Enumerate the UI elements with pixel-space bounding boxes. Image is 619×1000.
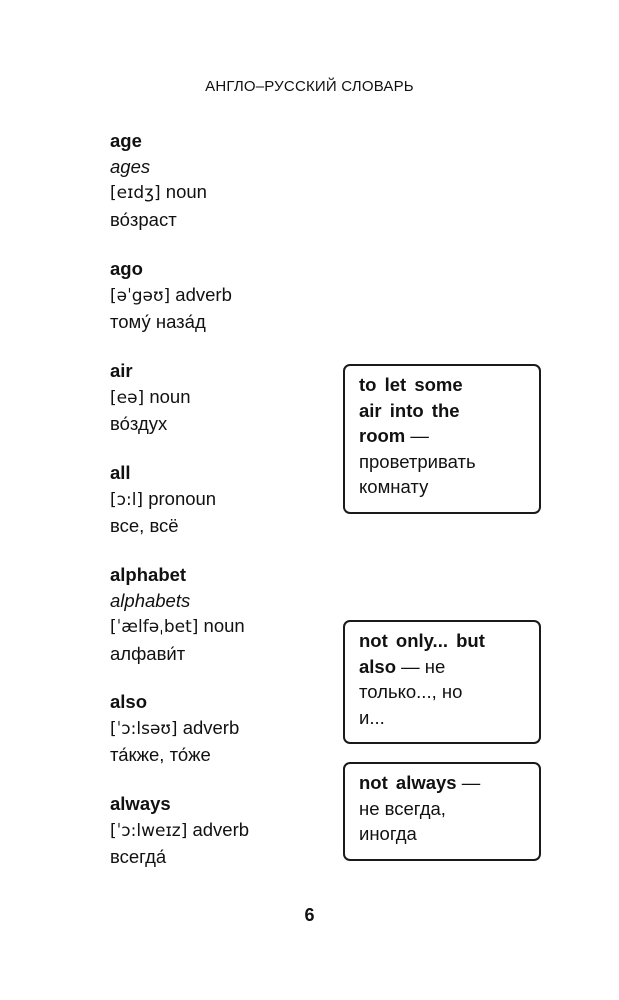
plural-form: ages (110, 155, 151, 177)
pronunciation: [ˈɔ:lsəʊ] (110, 718, 178, 739)
phrase-dash: — (456, 772, 481, 793)
part-of-speech: adverb (175, 283, 232, 305)
entry-alphabet (110, 562, 350, 666)
headword: air (110, 360, 133, 381)
pronunciation: [eɪdʒ] (110, 183, 161, 204)
translation: во́зраст (110, 208, 177, 230)
pronunciation: [ˈɔ:lweɪz] (110, 820, 188, 841)
pronunciation: [ˈælfəˌbet] (110, 617, 199, 638)
translation: тому́ наза́д (110, 311, 206, 333)
phrase-english: not always (359, 772, 457, 793)
headword: always (110, 793, 171, 814)
translation: во́здух (110, 413, 168, 435)
phrase-translation: только..., но (359, 681, 463, 703)
phrase-english: not only... but (359, 630, 485, 651)
phrase-english: to let some (359, 374, 463, 395)
phrase-box-not-always (343, 762, 541, 861)
pronunciation: [əˈgəʊ] (110, 285, 171, 306)
part-of-speech: noun (149, 385, 191, 407)
running-head: АНГЛО–РУССКИЙ СЛОВАРЬ (205, 78, 414, 95)
part-of-speech: adverb (182, 716, 240, 738)
headword: age (110, 130, 142, 151)
phrase-translation: не всегда, (359, 797, 446, 819)
translation: та́кже, то́же (110, 744, 211, 766)
headword: also (110, 691, 148, 712)
translation: алфави́т (110, 642, 186, 664)
entry-age (110, 128, 350, 232)
headword: ago (110, 258, 143, 279)
part-of-speech: noun (165, 181, 207, 203)
headword: all (110, 462, 131, 483)
part-of-speech: adverb (192, 818, 250, 840)
phrase-english: also (359, 655, 397, 677)
plural-form: alphabets (110, 589, 191, 611)
phrase-translation: иногда (359, 823, 417, 845)
page-number: 6 (304, 905, 315, 925)
phrase-english: room (359, 425, 406, 447)
entry-air (110, 358, 350, 437)
pronunciation: [ɔ:l] (110, 489, 144, 510)
phrase-english: air into the (359, 399, 460, 421)
part-of-speech: noun (203, 615, 245, 637)
entry-all (110, 460, 350, 539)
pronunciation: [eə] (110, 387, 145, 408)
entry-also (110, 689, 350, 768)
phrase-translation: комнату (359, 476, 429, 498)
part-of-speech: pronoun (148, 487, 217, 509)
headword: alphabet (110, 564, 187, 585)
phrase-box-not-only (343, 620, 541, 744)
translation: всегда́ (110, 846, 167, 868)
entry-always (110, 791, 350, 870)
translation: все, всё (110, 515, 179, 537)
phrase-translation: проветривать (359, 450, 476, 472)
phrase-box-let-air (343, 364, 541, 514)
phrase-dash: — (405, 425, 429, 447)
phrase-translation: — не (396, 655, 446, 677)
entry-ago (110, 256, 350, 335)
phrase-translation: и... (359, 706, 385, 728)
